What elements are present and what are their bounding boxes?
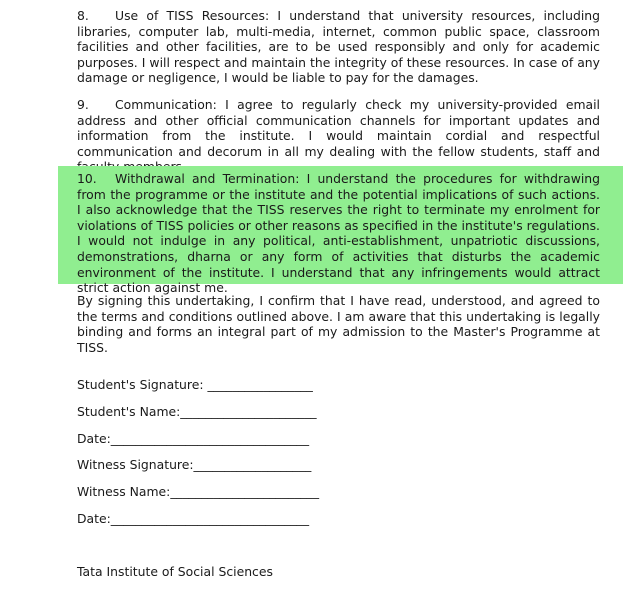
witness-name-field: Witness Name:________________________ (77, 484, 320, 499)
clause-9 (77, 97, 600, 175)
student-name-field: Student's Name:______________________ (77, 404, 317, 419)
student-signature-field: Student's Signature: _________________ (77, 377, 313, 392)
institute-name-footer: Tata Institute of Social Sciences (77, 564, 273, 579)
clause-8 (77, 8, 600, 86)
clause-number: 9. (77, 97, 89, 112)
clause-text: Withdrawal and Termination: I understand the procedures for withdrawing from the programme or the institute and the potential implications of such actions. I also acknowledge that the TISS reserves the right to terminate my enrolment for violations of TISS policies or other reasons as specified in the institute's regulations. I would not indulge in any political, anti-establishment, unpatriotic discussions, demonstrations, dharna or any form of activities that disturbs the academic environment of the institute. I understand that any infringements would attract strict action against me. (77, 171, 600, 296)
clause-10 (77, 171, 600, 296)
student-date-field: Date:________________________________ (77, 431, 310, 446)
clause-number: 8. (77, 8, 89, 23)
declaration-paragraph: By signing this undertaking, I confirm that I have read, understood, and agreed to the terms and conditions outlined above. I am aware that this undertaking is legally binding and forms an integral part of my admission to the Master's Programme at TISS. (77, 293, 600, 355)
witness-date-field: Date:________________________________ (77, 511, 310, 526)
clause-text: Use of TISS Resources: I understand that university resources, including libraries, computer lab, multi-media, internet, common public space, classroom facilities and other facilities, are to be used responsibly and only for academic purposes. I will respect and maintain the integrity of these resources. In case of any damage or negligence, I would be liable to pay for the damages. (77, 8, 600, 86)
witness-signature-field: Witness Signature:___________________ (77, 457, 312, 472)
clause-number: 10. (77, 171, 97, 186)
clause-text: Communication: I agree to regularly check my university-provided email address and other official communication channels for important updates and information from the institute. I would maintain cordial and respectful communication and decorum in all my dealing with the fellow students, staff and (77, 97, 600, 159)
